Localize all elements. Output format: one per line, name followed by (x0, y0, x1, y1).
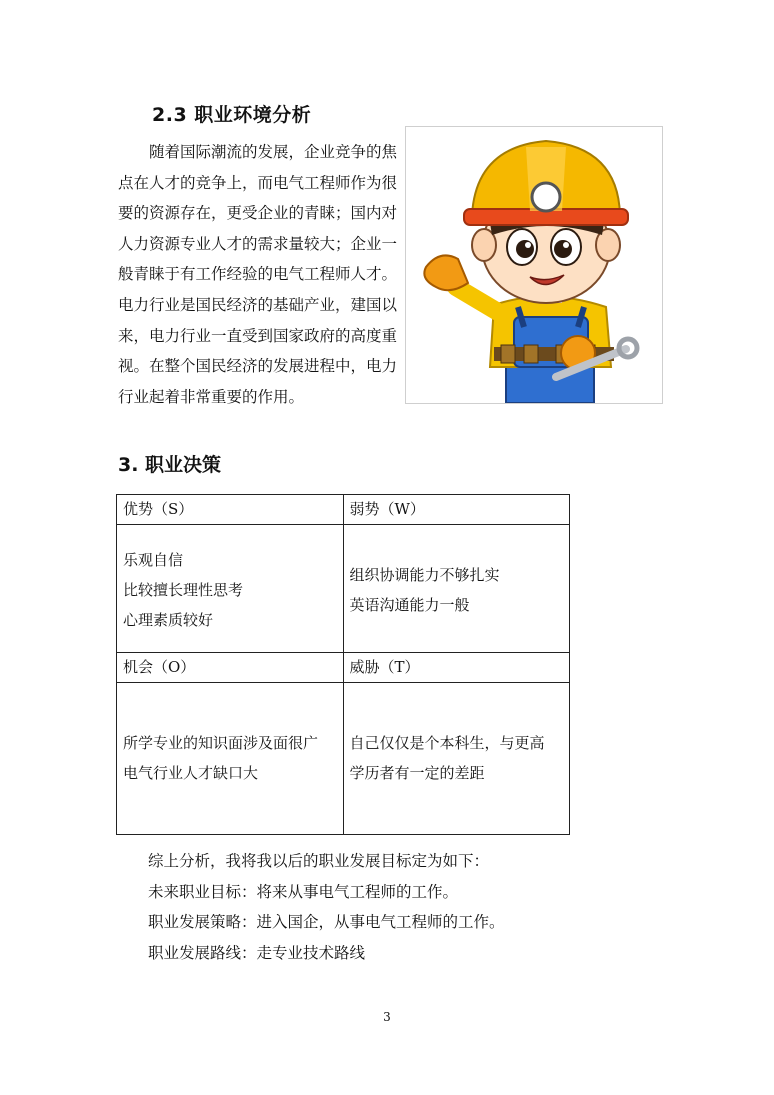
weaknesses-cell (343, 525, 570, 653)
strength-item: 比较擅长理性思考 (123, 581, 244, 599)
paragraph-line: 电力行业是国民经济的基础产业，建国以 (118, 295, 398, 314)
strengths-cell (117, 525, 344, 653)
threat-item: 学历者有一定的差距 (349, 764, 485, 782)
conclusion-line: 未来职业目标：将来从事电气工程师的工作。 (148, 882, 459, 901)
conclusion-block (148, 846, 505, 968)
paragraph-line: 要的资源存在，更受企业的青睐；国内对 (118, 204, 398, 223)
strengths-header: 优势（S） (117, 495, 344, 525)
strength-item: 乐观自信 (123, 551, 184, 569)
paragraph-line: 来，电力行业一直受到国家政府的高度重 (118, 326, 398, 345)
paragraph-line: 点在人才的竞争上，而电气工程师作为很 (118, 173, 398, 192)
conclusion-line: 综上分析，我将我以后的职业发展目标定为如下： (148, 852, 490, 870)
cartoon-engineer-icon (406, 127, 662, 403)
engineer-illustration (405, 126, 663, 404)
opportunity-item: 电气行业人才缺口大 (123, 764, 259, 782)
paragraph-line: 随着国际潮流的发展，企业竞争的焦 (118, 143, 398, 161)
paragraph-line: 般青睐于有工作经验的电气工程师人才。 (118, 265, 398, 284)
opportunities-cell (117, 683, 344, 835)
swot-table (116, 494, 570, 835)
page-number: 3 (383, 1010, 391, 1024)
opportunity-item: 所学专业的知识面涉及面很广 (123, 734, 319, 752)
strength-item: 心理素质较好 (123, 611, 214, 629)
paragraph-line: 人力资源专业人才的需求量较大；企业一 (118, 234, 398, 253)
conclusion-line: 职业发展路线：走专业技术路线 (148, 943, 366, 962)
weakness-item: 组织协调能力不够扎实 (349, 566, 500, 584)
paragraph-line: 行业起着非常重要的作用。 (118, 387, 305, 406)
threats-cell (343, 683, 570, 835)
opportunities-header: 机会（O） (117, 653, 344, 683)
weaknesses-header: 弱势（W） (343, 495, 570, 525)
environment-paragraph (118, 137, 396, 412)
section-heading-2-3: 2.3 职业环境分析 (152, 104, 312, 126)
section-heading-3: 3. 职业决策 (118, 454, 222, 476)
threats-header: 威胁（T） (343, 653, 570, 683)
threat-item: 自己仅仅是个本科生，与更高 (349, 734, 545, 752)
paragraph-line: 视。在整个国民经济的发展进程中，电力 (118, 357, 398, 376)
conclusion-line: 职业发展策略：进入国企，从事电气工程师的工作。 (148, 913, 505, 931)
weakness-item: 英语沟通能力一般 (349, 596, 470, 614)
